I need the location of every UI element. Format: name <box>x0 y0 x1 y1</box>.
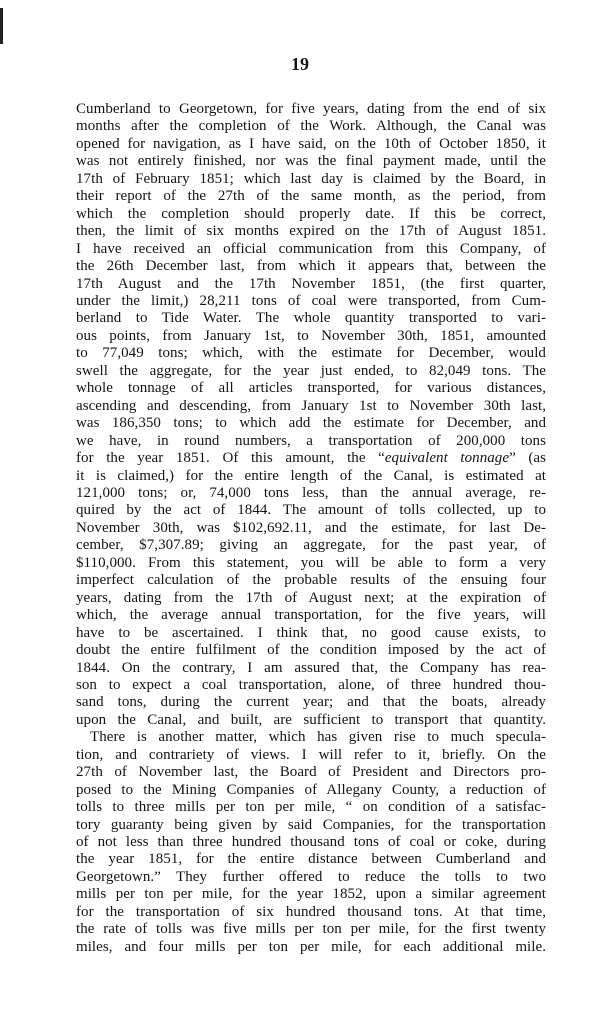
text-line: 17th August and the 17th November 1851, (the first quarter, <box>76 275 546 292</box>
text-line: doubt the entire fulfilment of the condition imposed by the act of <box>76 642 546 659</box>
text-segment: ” (as <box>509 450 546 467</box>
text-line: we have, in round numbers, a transportation of 200,000 tons <box>76 432 546 449</box>
text-line: was not entirely finished, nor was the final payment made, until the <box>76 153 546 170</box>
text-line: 27th of November last, the Board of President and Directors pro- <box>76 764 546 781</box>
text-segment: for the year 1851. Of this amount, the “ <box>76 450 385 467</box>
text-line: which the completion should properly date. If this be correct, <box>76 205 546 222</box>
text-line: There is another matter, which has given rise to much specula- <box>90 729 546 746</box>
text-line: swell the aggregate, for the year just ended, to 82,049 tons. The <box>76 362 546 379</box>
text-line: miles, and four mills per ton per mile, for each additional mile. <box>76 938 546 955</box>
text-line: I have received an official communication from this Company, of <box>76 240 546 257</box>
text-line: son to expect a coal transportation, alone, of three hundred thou- <box>76 676 546 693</box>
page-number: 19 <box>291 54 309 74</box>
text-line <box>76 450 546 467</box>
text-line: for the transportation of six hundred thousand tons. At that time, <box>76 903 546 920</box>
text-line: 17th of February 1851; which last day is claimed by the Board, in <box>76 170 546 187</box>
text-line: under the limit,) 28,211 tons of coal were transported, from Cum- <box>76 292 546 309</box>
text-line: opened for navigation, as I have said, on the 10th of October 1850, it <box>76 135 546 152</box>
text-line: cember, $7,307.89; giving an aggregate, for the past year, of <box>76 537 546 554</box>
text-line: ascending and descending, from January 1st to November 30th last, <box>76 397 546 414</box>
text-line: to 77,049 tons; which, with the estimate for December, would <box>76 345 546 362</box>
text-line: the rate of tolls was five mills per ton per mile, for the first twenty <box>76 921 546 938</box>
text-line: have to be ascertained. I think that, no good cause exists, to <box>76 624 546 641</box>
text-line: $110,000. From this statement, you will be able to form a very <box>76 554 546 571</box>
scan-edge-mark <box>0 8 3 44</box>
italic-phrase: equivalent tonnage <box>384 450 510 467</box>
text-line: it is claimed,) for the entire length of the Canal, is estimated at <box>76 467 546 484</box>
text-line: mills per ton per mile, for the year 1852, upon a similar agreement <box>76 886 546 903</box>
text-line: tory guaranty being given by said Companies, for the transportation <box>76 816 546 833</box>
text-line: the 26th December last, from which it appears that, between the <box>76 258 546 275</box>
text-line: imperfect calculation of the probable results of the ensuing four <box>76 572 546 589</box>
text-line: berland to Tide Water. The whole quantity transported to vari- <box>76 310 546 327</box>
text-line: November 30th, was $102,692.11, and the estimate, for last De- <box>76 519 546 536</box>
text-line: their report of the 27th of the same month, as the period, from <box>76 188 546 205</box>
text-line: Cumberland to Georgetown, for five years, dating from the end of six <box>76 101 546 117</box>
text-line: months after the completion of the Work. Although, the Canal was <box>76 118 546 135</box>
text-line: ous points, from January 1st, to November 30th, 1851, amounted <box>76 327 546 344</box>
text-line: then, the limit of six months expired on the 17th of August 1851. <box>76 223 546 240</box>
text-line: sand tons, during the current year; and that the boats, already <box>76 694 546 711</box>
text-line: 1844. On the contrary, I am assured that, the Company has rea- <box>76 659 546 676</box>
text-line: tolls to three mills per ton per mile, “ on condition of a satisfac- <box>76 799 546 816</box>
text-line: years, dating from the 17th of August next; at the expiration of <box>76 589 546 606</box>
text-line: tion, and contrariety of views. I will refer to it, briefly. On the <box>76 746 546 763</box>
text-line: was 186,350 tons; to which add the estimate for December, and <box>76 415 546 432</box>
body-text <box>76 101 546 956</box>
text-line: the year 1851, for the entire distance between Cumberland and <box>76 851 546 868</box>
text-line: posed to the Mining Companies of Allegany County, a reduction of <box>76 781 546 798</box>
text-line: 121,000 tons; or, 74,000 tons less, than the annual average, re- <box>76 484 546 501</box>
text-line: quired by the act of 1844. The amount of tolls collected, up to <box>76 502 546 519</box>
text-line: whole tonnage of all articles transported, for various distances, <box>76 380 546 397</box>
text-line: Georgetown.” They further offered to reduce the tolls to two <box>76 868 546 885</box>
text-line: of not less than three hundred thousand tons of coal or coke, during <box>76 834 546 851</box>
text-line: which, the average annual transportation, for the five years, will <box>76 607 546 624</box>
text-line: upon the Canal, and built, are sufficient to transport that quantity. <box>76 711 546 728</box>
